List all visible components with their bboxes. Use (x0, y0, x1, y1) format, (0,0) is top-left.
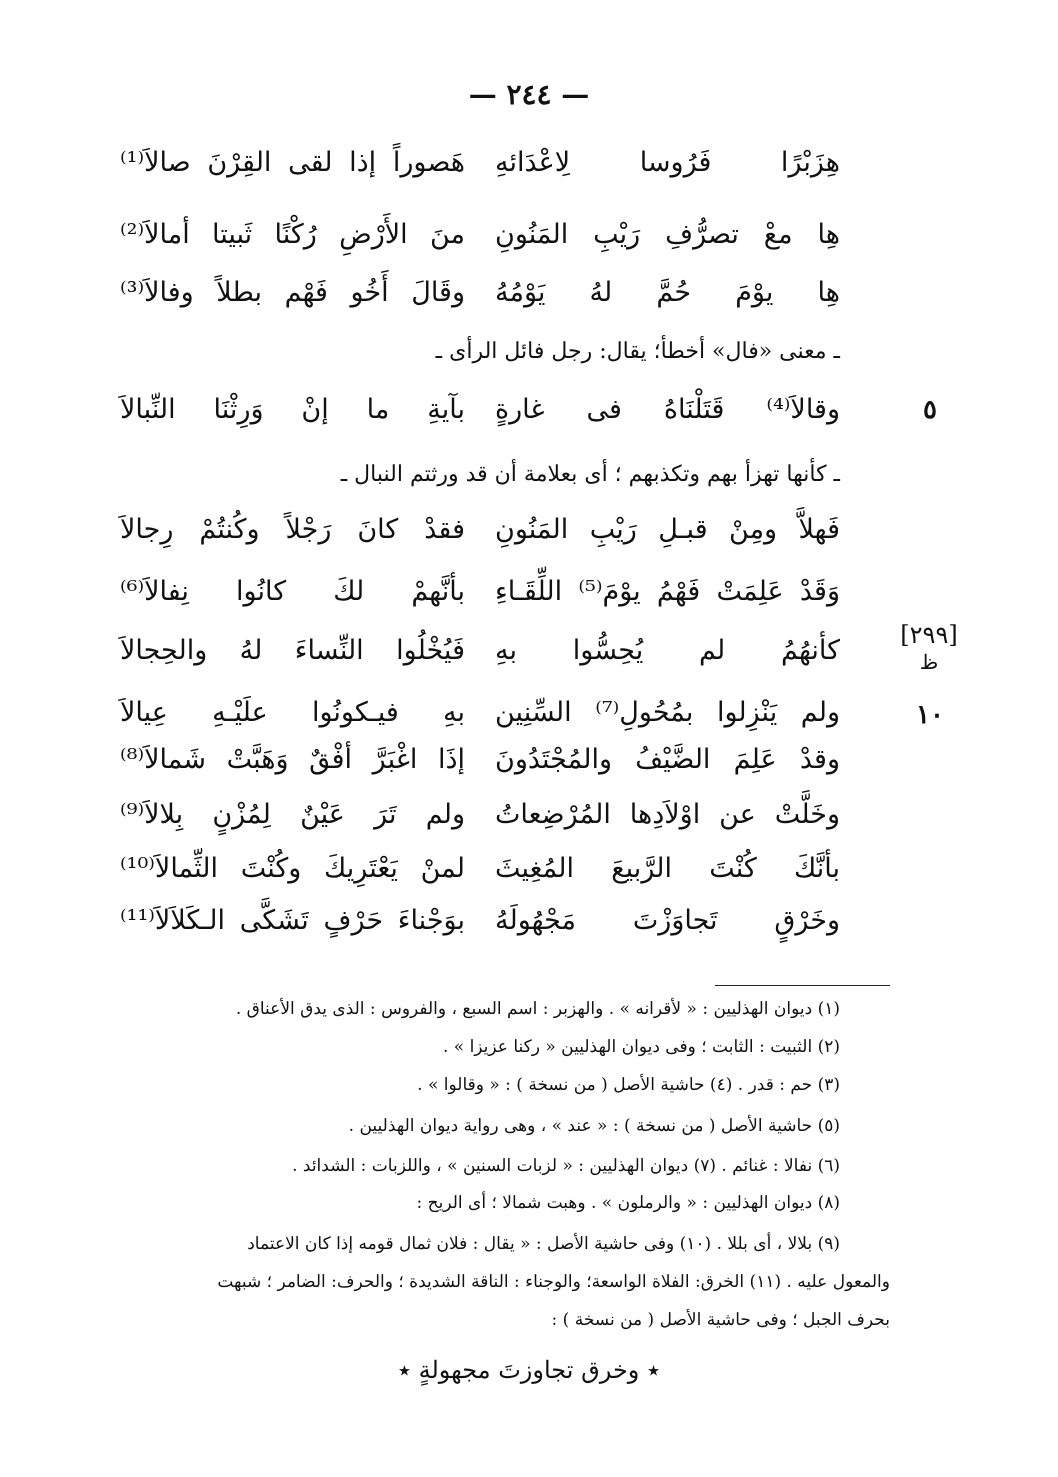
verse-line (120, 896, 840, 946)
verse-first-hemistich: هِزَبْرًا فَرُوسا لِاعْدَائهِ (495, 147, 840, 178)
verse-first-hemistich: بأنَّكَ كُنْتَ الرَّبيعَ المُغِيثَ (495, 853, 840, 884)
verse-second-hemistich: هَصوراً إذا لقى القِرْنَ صالاَ⁽¹⁾ (120, 147, 465, 178)
folio-marker (884, 618, 974, 672)
verse-first-hemistich: وخَرْقٍ تَجاوَزْتَ مَجْهُولَهُ (495, 905, 840, 936)
verse-line (120, 268, 840, 318)
folio-number: [٢٩٩] (900, 621, 958, 649)
verse-first-hemistich: وقالاَ⁽⁴⁾ قَتَلْنَاهُ فى غارةٍ (495, 394, 840, 425)
commentary-line: ـ معنى «فال» أخطأ؛ يقال: رجل فائل الرأى ـ (435, 339, 840, 364)
verse-second-hemistich: بهِ فيـكونُوا علَيْـهِ عِيالاَ (120, 697, 465, 728)
verse-second-hemistich: بوَجْناءَ حَرْفٍ تَشَكَّى الـكَلاَلاَ⁽¹¹⁾ (120, 905, 465, 936)
verse-first-hemistich: هِا معْ تصرُّفِ رَيْبِ المَنُونِ (495, 219, 840, 250)
verse-line (120, 505, 840, 555)
footnote: (٨) ديوان الهذليين : « والرملون » . وهبت شمالا ؛ أى الريح : (416, 1193, 840, 1213)
footnote: (١) ديوان الهذليين : « لأقرانه » . والهزبر : اسم السبع ، والفروس : الذى يدق الأعناق . (235, 999, 840, 1019)
verse-first-hemistich: وقدْ عَلِمَ الضَّيْفُ والمُجْتَدُونَ (495, 744, 840, 775)
verse-first-hemistich: كأنهُمُ لم يُحِسُّوا بهِ (495, 635, 840, 666)
verse-line (120, 735, 840, 785)
footnote: (٣) حم : قدر . (٤) حاشية الأصل ( من نسخة ) : « وقالوا » . (417, 1075, 840, 1095)
verse-line (120, 790, 840, 840)
verse-second-hemistich: وقَالَ أَخُو فَهْم بطلاً وفالاَ⁽³⁾ (120, 277, 465, 308)
verse-second-hemistich: بآيةِ ما إنْ وَرِثْنَا النِّبالاَ (120, 394, 465, 425)
folio-side: ظ (919, 650, 939, 674)
footnote: بحرف الجبل ؛ وفى حاشية الأصل ( من نسخة ) : (551, 1310, 890, 1330)
verse-first-hemistich: ولم يَنْزِلوا بمُحُولِ⁽⁷⁾ السِّنِين (495, 697, 840, 728)
verse-second-hemistich: منَ الأَرْضِ رُكْنًا ثَبيتا أمالاَ⁽²⁾ (120, 219, 465, 250)
verse-second-hemistich: لمنْ يَعْتَرِيكَ وكُنْتَ الثِّمالاَ⁽¹⁰⁾ (120, 853, 465, 884)
footnote: (٥) حاشية الأصل ( من نسخة ) : « عند » ، وهى رواية ديوان الهذليين . (348, 1116, 840, 1136)
verse-first-hemistich: وَقَدْ عَلِمَتْ فَهْمُ يوْمَ⁽⁵⁾ اللِّقَـاءِ (495, 576, 840, 607)
footnote: (٢) الثبيت : الثابت ؛ وفى ديوان الهذليين « ركنا عزيزا » . (442, 1037, 840, 1057)
verse-second-hemistich: ولم تَرَ عَيْنٌ لِمُزْنٍ بِلالاَ⁽⁹⁾ (120, 799, 465, 830)
footnote: والمعول عليه . (١١) الخرق: الفلاة الواسعة؛ والوجناء : الناقة الشديدة ؛ والحرف: الضامر ؛ شبهت (217, 1272, 890, 1292)
verse-first-hemistich: وخَلَّتْ عن اوْلاَدِها المُرْضِعاتُ (495, 799, 840, 830)
verse-second-hemistich: فَيُخْلُوا النِّساءَ لهُ والحِجالاَ (120, 635, 465, 666)
verse-line (120, 385, 840, 435)
closing-verse: ٭ وخرق تجاوزتَ مجهولةٍ ٭ (397, 1356, 661, 1384)
footnote: (٩) بلالا ، أى بللا . (١٠) وفى حاشية الأصل : « يقال : فلان ثمال قومه إذا كان الاعتماد (247, 1234, 840, 1254)
verse-line (120, 626, 840, 676)
line-number-marker: ٥ (923, 395, 937, 425)
verse-line (120, 210, 840, 260)
commentary-line: ـ كأنها تهزأ بهم وتكذبهم ؛ أى بعلامة أن قد ورثتم النبال ـ (340, 462, 840, 487)
verse-first-hemistich: فَهلاَّ ومِنْ قبـلِ رَيْبِ المَنُونِ (495, 514, 840, 545)
line-number-marker: ١٠ (916, 700, 944, 730)
verse-second-hemistich: إذَا اغْبَرَّ أفْقٌ وَهَبَّتْ شَمالاَ⁽⁸⁾ (120, 744, 465, 775)
verse-line (120, 688, 840, 738)
verse-first-hemistich: هِا يوْمَ حُمَّ لهُ يَوْمُهُ (495, 277, 840, 308)
footnote: (٦) نفالا : غنائم . (٧) ديوان الهذليين : « لزبات السنين » ، واللزبات : الشدائد . (292, 1156, 840, 1176)
verse-line (120, 844, 840, 894)
verse-second-hemistich: فقدْ كانَ رَجْلاً وكُنتُمْ رِجالاَ (120, 514, 465, 545)
verse-line (120, 567, 840, 617)
footnote-divider (715, 985, 890, 986)
verse-second-hemistich: بأنَّهمْ لكَ كانُوا نِفالاَ⁽⁶⁾ (120, 576, 465, 607)
page-number: — ٢٤٤ — (468, 78, 590, 111)
verse-line (120, 138, 840, 188)
